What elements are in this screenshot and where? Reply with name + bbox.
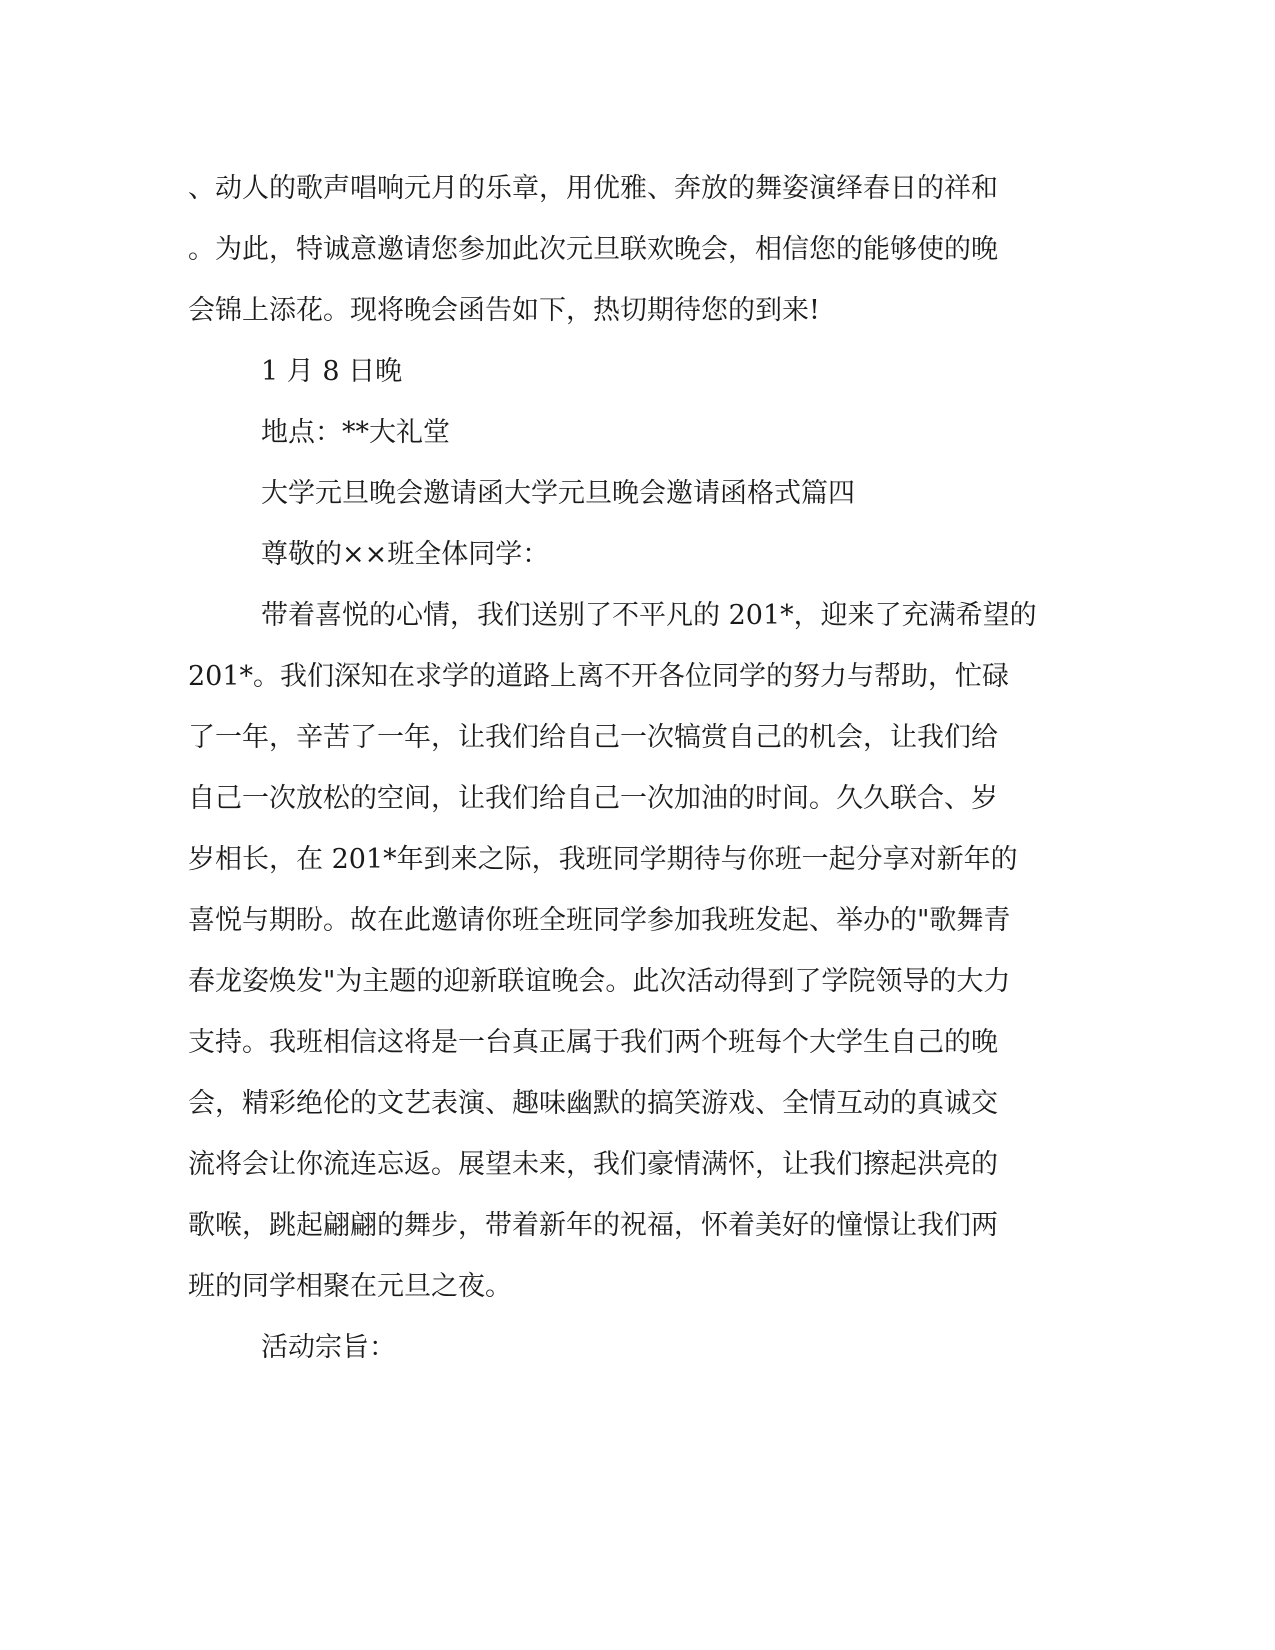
invitation-paragraph (188, 585, 1068, 1317)
text-line: 岁相长，在 201*年到来之际，我班同学期待与你班一起分享对新年的 (188, 844, 1018, 875)
text-line: 了一年，辛苦了一年，让我们给自己一次犒赏自己的机会，让我们给 (188, 722, 998, 753)
text-line: 支持。我班相信这将是一台真正属于我们两个班每个大学生自己的晚 (188, 1027, 998, 1058)
salutation: 尊敬的××班全体同学： (261, 539, 550, 570)
text-line: 。为此，特诚意邀请您参加此次元旦联欢晚会，相信您的能够使的晚 (188, 234, 998, 265)
text-line: 会锦上添花。现将晚会函告如下，热切期待您的到来! (188, 295, 820, 326)
text-line: 班的同学相聚在元旦之夜。 (188, 1271, 512, 1302)
text-line: 、动人的歌声唱响元月的乐章，用优雅、奔放的舞姿演绎春日的祥和 (188, 173, 998, 204)
document-body (188, 158, 1068, 1378)
text-line: 自己一次放松的空间，让我们给自己一次加油的时间。久久联合、岁 (188, 783, 998, 814)
date-line: 1 月 8 日晚 (261, 356, 403, 387)
text-line: 会，精彩绝伦的文艺表演、趣味幽默的搞笑游戏、全情互动的真诚交 (188, 1088, 998, 1119)
text-line: 带着喜悦的心情，我们送别了不平凡的 201*，迎来了充满希望的 (261, 600, 1037, 631)
section-title: 大学元旦晚会邀请函大学元旦晚会邀请函格式篇四 (261, 478, 855, 509)
location-line: 地点：**大礼堂 (261, 417, 450, 448)
text-line: 201*。我们深知在求学的道路上离不开各位同学的努力与帮助，忙碌 (188, 661, 1010, 692)
text-line: 喜悦与期盼。故在此邀请你班全班同学参加我班发起、举办的"歌舞青 (188, 905, 1011, 936)
text-line: 歌喉，跳起翩翩的舞步，带着新年的祝福，怀着美好的憧憬让我们两 (188, 1210, 998, 1241)
purpose-heading: 活动宗旨： (261, 1332, 396, 1363)
continuation-paragraph (188, 158, 1068, 341)
text-line: 春龙姿焕发"为主题的迎新联谊晚会。此次活动得到了学院领导的大力 (188, 966, 1011, 997)
text-line: 流将会让你流连忘返。展望未来，我们豪情满怀，让我们擦起洪亮的 (188, 1149, 998, 1180)
